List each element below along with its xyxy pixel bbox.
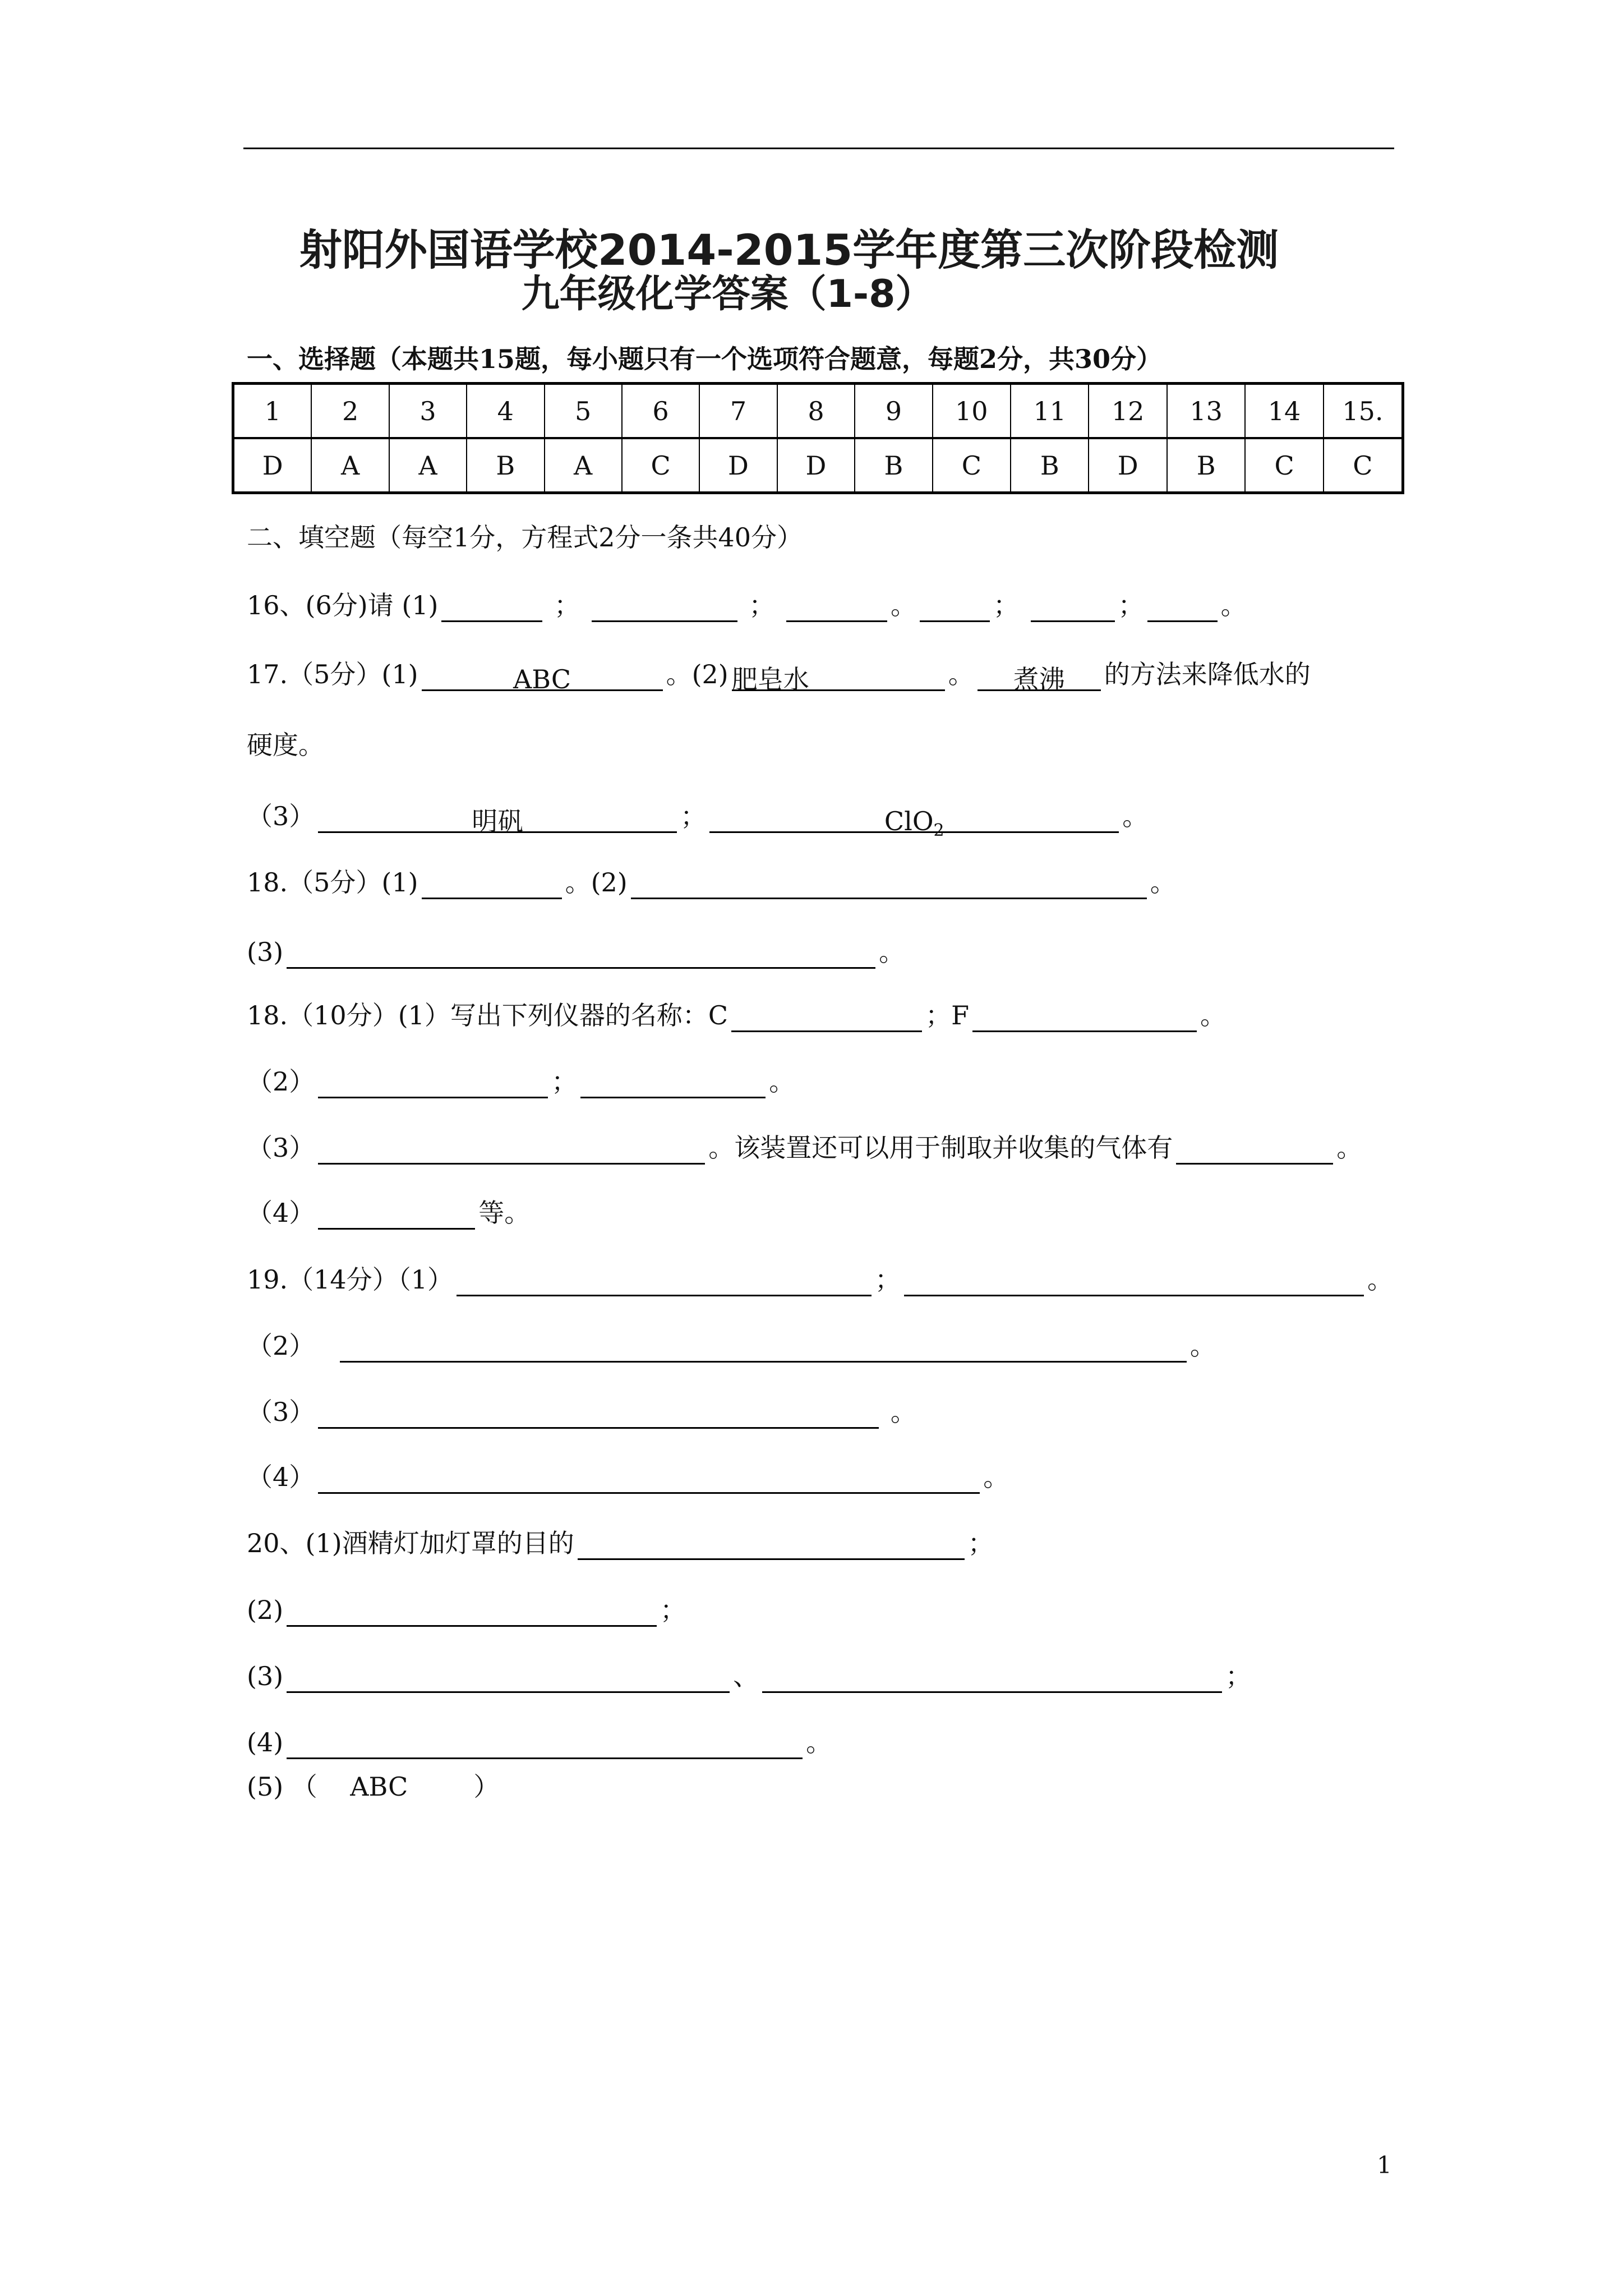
doc-title: 射阳外国语学校2014-2015学年度第三次阶段检测 (299, 225, 1279, 275)
answer-cell: C (622, 438, 699, 493)
answer-cell: C (1324, 438, 1403, 493)
answer-cell: D (233, 438, 312, 493)
q17-label: 17.（5分）(1) (247, 659, 418, 689)
answer-cell: B (1011, 438, 1089, 493)
q17-cont: 硬度。 (247, 730, 324, 760)
q19-2: （2） 。 (247, 1329, 1216, 1363)
question-number-cell: 12 (1089, 384, 1166, 439)
q20-3: (3) 、 ； (247, 1659, 1251, 1693)
section1-heading: 一、选择题（本题共15题，每小题只有一个选项符合题意，每题2分，共30分） (247, 344, 1163, 374)
answer-text: ClO (884, 806, 934, 836)
answer-cell: C (1245, 438, 1323, 493)
blank (340, 1334, 1187, 1363)
question-number-cell: 6 (622, 384, 699, 439)
blank (287, 1664, 730, 1693)
question-number-cell: 2 (311, 384, 389, 439)
q19-label: 19.（14分）（1） (247, 1264, 453, 1295)
q19-3: （3） 。 (247, 1395, 916, 1429)
answer-blank (709, 804, 1119, 841)
q18b-part3: （3） (247, 1133, 315, 1163)
header-rule (243, 148, 1394, 149)
q18b: 18.（10分）(1）写出下列仪器的名称：C ；F 。 (247, 999, 1226, 1032)
blank (318, 1201, 475, 1230)
doc-subtitle: 九年级化学答案（1-8） (521, 272, 934, 316)
q18b-label: 18.（10分）(1）写出下列仪器的名称：C (247, 1000, 728, 1030)
q20-5 (247, 1770, 499, 1803)
blank (580, 1070, 766, 1098)
answer-blank: ABC (422, 662, 663, 691)
blank (318, 1136, 705, 1165)
blank (318, 1465, 980, 1494)
blank (972, 1004, 1197, 1032)
q18b-f: ；F (925, 1000, 970, 1030)
answer-cell: B (467, 438, 544, 493)
question-number-cell: 5 (545, 384, 622, 439)
q18b-4 (247, 1196, 530, 1230)
question-number-cell: 15. (1324, 384, 1403, 439)
answer-cell: A (389, 438, 467, 493)
answer-row (233, 438, 1403, 493)
q18b-part2: （2） (247, 1066, 315, 1097)
answer-cell: A (545, 438, 622, 493)
q18b-text3: 。该装置还可以用于制取并收集的气体有 (708, 1133, 1173, 1163)
question-number-cell: 1 (233, 384, 312, 439)
blank (786, 593, 887, 622)
q19: 19.（14分）（1） ； 。 (247, 1263, 1393, 1296)
blank (578, 1531, 965, 1560)
blank (457, 1268, 872, 1296)
blank (762, 1664, 1222, 1693)
q20-part3: (3) (247, 1661, 284, 1691)
question-number-cell: 8 (777, 384, 855, 439)
q20-2: (2) ； (247, 1593, 686, 1627)
q20-part4: (4) (247, 1727, 284, 1757)
q20-answer5: （ ABC ） (291, 1772, 500, 1802)
q20-part2: (2) (247, 1595, 284, 1625)
q18a-3: (3) 。 (247, 935, 905, 969)
q18b-3: （3） 。该装置还可以用于制取并收集的气体有 。 (247, 1131, 1362, 1165)
question-number-cell: 9 (855, 384, 932, 439)
q17: 17.（5分）(1) ABC 。(2) 肥皂水 。 煮沸 的方法来降低水的 (247, 659, 1311, 694)
blank (904, 1268, 1364, 1296)
q18b-part4: （4） (247, 1198, 315, 1228)
blank (1031, 593, 1115, 622)
q18b-2: （2） ； 。 (247, 1065, 795, 1098)
q17-part3: （3） (247, 801, 315, 831)
question-number-cell: 3 (389, 384, 467, 439)
page-number: 1 (1377, 2151, 1392, 2179)
q19-part3: （3） (247, 1397, 315, 1427)
q20: 20、(1)酒精灯加灯罩的目的 ； (247, 1526, 994, 1560)
q17-part2: 。(2) (666, 659, 728, 689)
blank (318, 1070, 548, 1098)
q16: 16、(6分)请 (1) ； ； 。 ； ； 。 (247, 588, 1247, 622)
question-number-cell: 14 (1245, 384, 1323, 439)
q19-part2: （2） (247, 1331, 315, 1361)
question-number-cell: 7 (699, 384, 777, 439)
blank (287, 940, 875, 969)
answer-table (232, 382, 1404, 494)
answer-cell: A (311, 438, 389, 493)
blank (920, 593, 990, 622)
blank (731, 1004, 922, 1032)
blank (592, 593, 737, 622)
q17-3: （3） 明矾 ； ClO$_2$ 。 (247, 801, 1149, 841)
answer-cell: B (855, 438, 932, 493)
answer-cell: D (777, 438, 855, 493)
q18b-text4: 等。 (478, 1198, 531, 1228)
question-number-cell: 11 (1011, 384, 1089, 439)
q18a-part2: 。(2) (565, 867, 628, 898)
blank (1147, 593, 1218, 622)
subscript: 2 (933, 821, 944, 841)
q20-label: 20、(1)酒精灯加灯罩的目的 (247, 1528, 574, 1558)
answer-cell: C (933, 438, 1011, 493)
answer-blank: 明矾 (318, 804, 677, 833)
answer-cell: D (1089, 438, 1166, 493)
blank (422, 871, 562, 899)
blank (318, 1400, 879, 1429)
q18a-part3: (3) (247, 937, 284, 967)
question-number-cell: 4 (467, 384, 544, 439)
blank (287, 1731, 803, 1759)
q18a-label: 18.（5分）(1) (247, 867, 418, 898)
blank (287, 1598, 657, 1627)
answer-cell: D (699, 438, 777, 493)
question-number-row (233, 384, 1403, 439)
blank (1176, 1136, 1333, 1165)
q19-part4: （4） (247, 1462, 315, 1492)
q18a: 18.（5分）(1) 。(2) 。 (247, 866, 1176, 899)
q20-4: (4) 。 (247, 1726, 832, 1759)
section2-heading: 二、填空题（每空1分，方程式2分一条共40分） (247, 522, 803, 553)
answer-blank: 煮沸 (978, 662, 1101, 691)
answer-cell: B (1167, 438, 1245, 493)
question-number-cell: 13 (1167, 384, 1245, 439)
question-number-cell: 10 (933, 384, 1011, 439)
blank (631, 871, 1147, 899)
answer-blank: 肥皂水 (732, 662, 945, 691)
blank (441, 593, 542, 622)
q19-4: （4） 。 (247, 1460, 1009, 1494)
q17-tail: 的方法来降低水的 (1104, 659, 1311, 689)
q20-part5: (5) (247, 1772, 284, 1802)
q16-label: 16、(6分)请 (1) (247, 590, 439, 620)
